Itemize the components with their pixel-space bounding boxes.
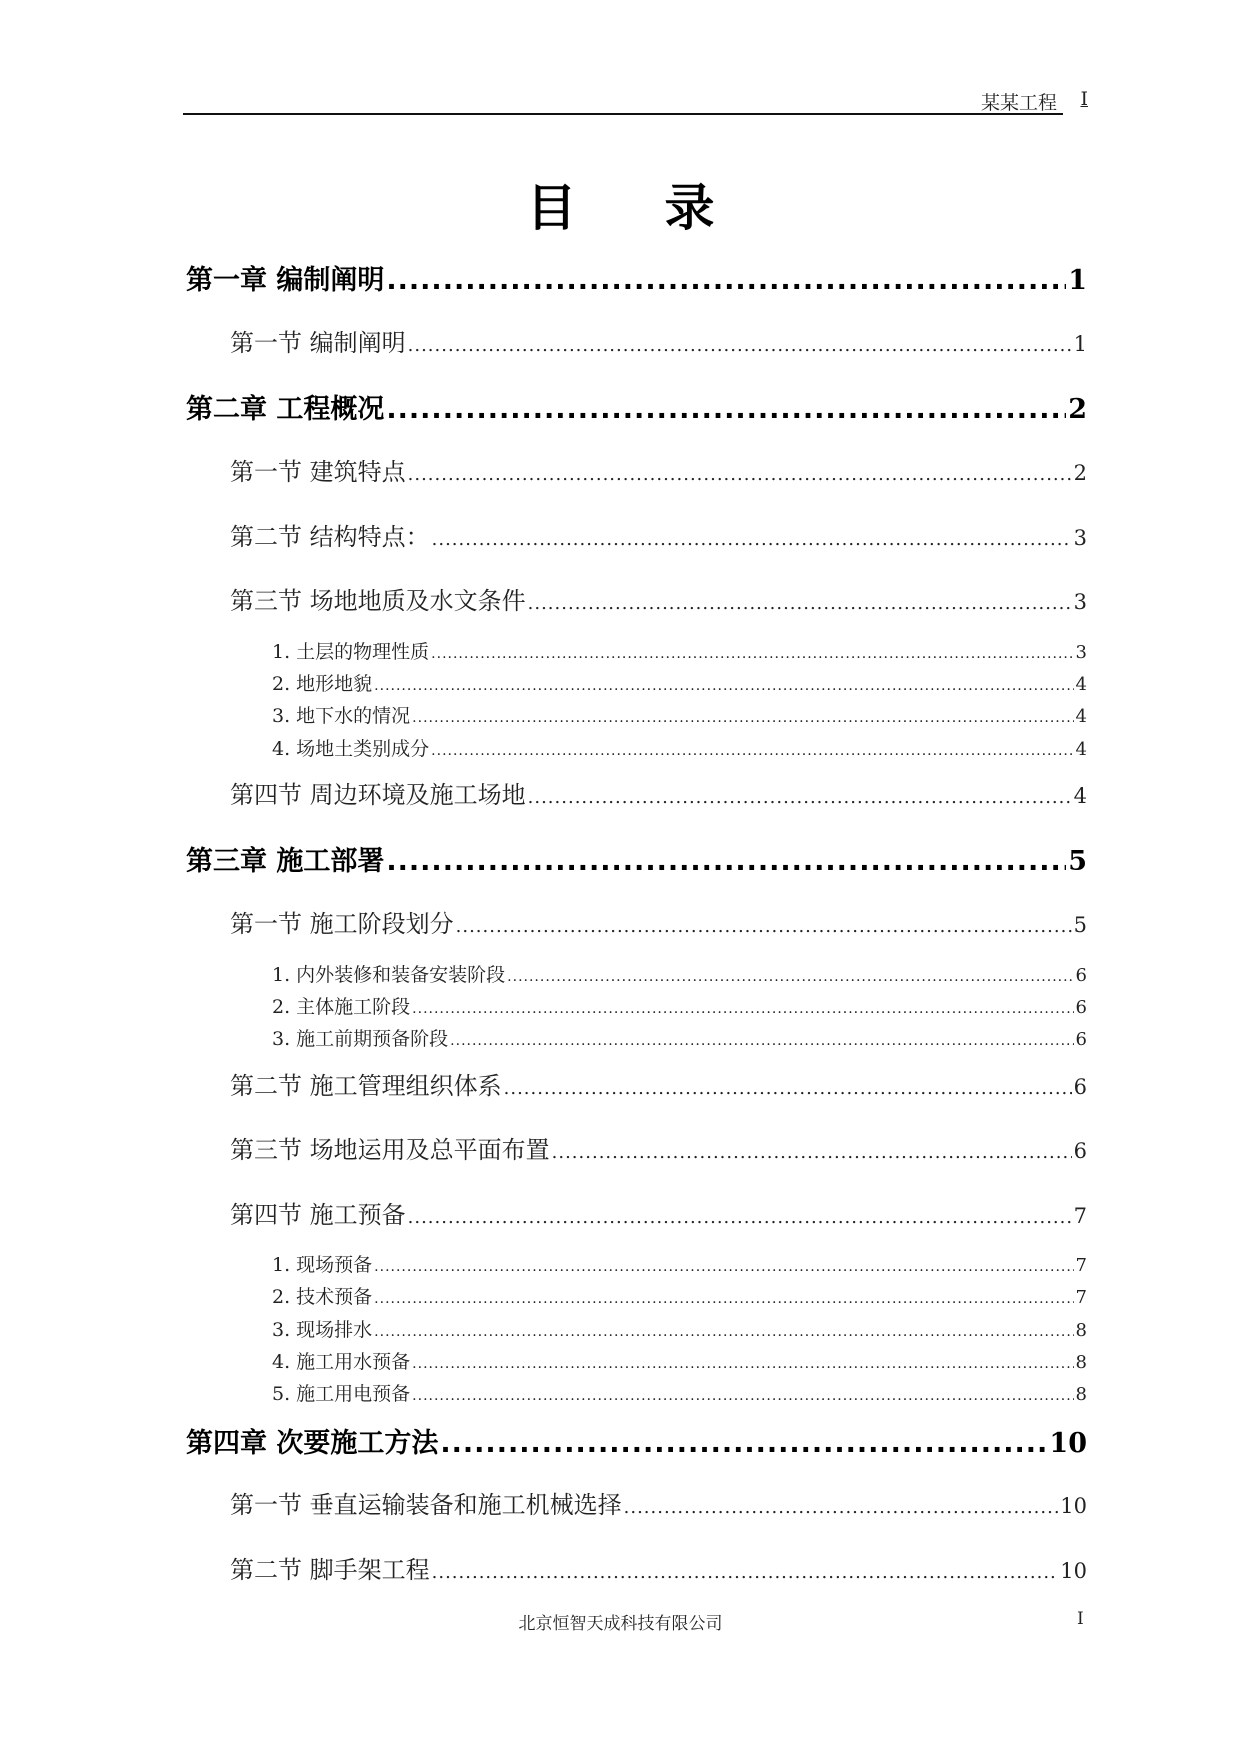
toc-section[interactable] [230, 517, 1087, 552]
toc-page-number: 2 [1068, 394, 1087, 425]
toc-page-number: 6 [1075, 997, 1087, 1018]
dot-leader [408, 1207, 1072, 1228]
toc-label: 1. 内外装修和装备安装阶段 [272, 964, 506, 986]
toc-page-number: 5 [1073, 913, 1087, 937]
toc-item[interactable] [272, 701, 1087, 728]
toc-label: 第四节 施工预备 [230, 1201, 406, 1229]
toc-item[interactable] [272, 1347, 1087, 1374]
toc-label: 1. 土层的物理性质 [272, 641, 430, 663]
toc-label: 第三节 场地运用及总平面布置 [230, 1136, 550, 1164]
dot-leader [386, 846, 1066, 877]
toc-page-number: 2 [1073, 461, 1087, 485]
dot-leader [528, 593, 1072, 614]
toc-page-number: 4 [1075, 706, 1087, 727]
toc-label: 第一节 建筑特点 [230, 458, 406, 486]
dot-leader [432, 529, 1072, 550]
toc-item[interactable] [272, 1379, 1087, 1406]
toc-item[interactable] [272, 1250, 1087, 1277]
toc-item[interactable] [272, 1282, 1087, 1309]
toc-page-number: 3 [1073, 526, 1087, 550]
dot-leader [440, 1428, 1047, 1459]
toc-label: 4. 施工用水预备 [272, 1351, 411, 1373]
dot-leader [507, 969, 1073, 985]
dot-leader [386, 265, 1066, 296]
toc-item[interactable] [272, 992, 1087, 1019]
toc-section[interactable] [230, 1066, 1087, 1101]
toc-chapter[interactable] [186, 839, 1087, 878]
toc-page-number: 10 [1060, 1494, 1087, 1518]
toc-page-number: 4 [1075, 674, 1087, 695]
dot-leader [374, 1259, 1073, 1275]
toc-section[interactable] [230, 775, 1087, 810]
toc-page-number: 1 [1068, 265, 1087, 296]
toc-page-number: 7 [1075, 1255, 1087, 1276]
header-title: 某某工程 [980, 92, 1057, 114]
dot-leader [432, 1562, 1059, 1583]
toc-section[interactable] [230, 323, 1087, 358]
toc-section[interactable] [230, 1130, 1087, 1165]
dot-leader [386, 394, 1066, 425]
toc-label: 2. 技术预备 [272, 1286, 373, 1308]
toc-page-number: 1 [1073, 332, 1087, 356]
page-title: 目录 [526, 179, 803, 237]
toc-page-number: 7 [1075, 1287, 1087, 1308]
toc-label: 3. 现场排水 [272, 1319, 373, 1341]
toc-label: 第一章 编制阐明 [186, 265, 385, 296]
toc-item[interactable] [272, 960, 1087, 987]
toc-page-number: 10 [1060, 1559, 1087, 1583]
toc-label: 第二节 施工管理组织体系 [230, 1072, 502, 1100]
toc-page-number: 6 [1073, 1139, 1087, 1163]
dot-leader [528, 787, 1072, 808]
toc-page-number: 8 [1075, 1352, 1087, 1373]
toc-label: 第四节 周边环境及施工场地 [230, 781, 526, 809]
toc-page-number: 7 [1073, 1204, 1087, 1228]
toc-section[interactable] [230, 1195, 1087, 1230]
toc-section[interactable] [230, 581, 1087, 616]
toc-label: 第二章 工程概况 [186, 394, 385, 425]
toc-section[interactable] [230, 1485, 1087, 1520]
page-header [183, 86, 1088, 116]
dot-leader [374, 1291, 1073, 1307]
dot-leader [374, 678, 1073, 694]
dot-leader [431, 743, 1073, 759]
footer-page-number: I [1077, 1609, 1084, 1629]
toc-label: 第二节 脚手架工程 [230, 1556, 430, 1584]
toc-chapter[interactable] [186, 387, 1087, 426]
toc-item[interactable] [272, 1315, 1087, 1342]
toc-section[interactable] [230, 904, 1087, 939]
dot-leader [450, 1033, 1073, 1049]
toc-page-number: 6 [1075, 1029, 1087, 1050]
toc-label: 1. 现场预备 [272, 1254, 373, 1276]
toc-label: 4. 场地土类别成分 [272, 738, 430, 760]
toc-page-number: 8 [1075, 1384, 1087, 1405]
toc-label: 3. 施工前期预备阶段 [272, 1028, 449, 1050]
toc-label: 第三章 施工部署 [186, 846, 385, 877]
dot-leader [412, 1356, 1073, 1372]
toc-chapter[interactable] [186, 258, 1087, 297]
toc-page-number: 6 [1075, 965, 1087, 986]
toc-section[interactable] [230, 452, 1087, 487]
footer-company-name: 北京恒智天成科技有限公司 [518, 1614, 723, 1634]
dot-leader [408, 335, 1072, 356]
toc-section[interactable] [230, 1550, 1087, 1585]
dot-leader [624, 1497, 1059, 1518]
toc-page-number: 5 [1068, 846, 1087, 877]
toc-page-number: 6 [1073, 1075, 1087, 1099]
header-divider [183, 113, 1063, 115]
toc-page-number: 3 [1073, 590, 1087, 614]
toc-chapter[interactable] [186, 1421, 1087, 1460]
toc-label: 第三节 场地地质及水文条件 [230, 587, 526, 615]
toc-label: 3. 地下水的情况 [272, 705, 411, 727]
toc-page-number: 10 [1049, 1428, 1087, 1459]
dot-leader [408, 464, 1072, 485]
header-page-number: I [1080, 88, 1088, 110]
dot-leader [552, 1142, 1072, 1163]
dot-leader [504, 1078, 1072, 1099]
toc-item[interactable] [272, 637, 1087, 664]
toc-label: 5. 施工用电预备 [272, 1383, 411, 1405]
toc-label: 第一节 施工阶段划分 [230, 910, 454, 938]
toc-page-number: 4 [1073, 784, 1087, 808]
dot-leader [431, 646, 1073, 662]
toc-label: 第一节 编制阐明 [230, 329, 406, 357]
dot-leader [412, 1388, 1073, 1404]
dot-leader [456, 916, 1072, 937]
toc-page-number: 4 [1075, 739, 1087, 760]
toc-item[interactable] [272, 734, 1087, 761]
toc-page-number: 3 [1075, 642, 1087, 663]
toc-label: 2. 地形地貌 [272, 673, 373, 695]
toc-label: 第一节 垂直运输装备和施工机械选择 [230, 1491, 622, 1519]
dot-leader [412, 1001, 1073, 1017]
toc-item[interactable] [272, 1024, 1087, 1051]
toc-label: 2. 主体施工阶段 [272, 996, 411, 1018]
dot-leader [374, 1324, 1073, 1340]
dot-leader [412, 710, 1073, 726]
toc-label: 第四章 次要施工方法 [186, 1428, 439, 1459]
toc-page-number: 8 [1075, 1320, 1087, 1341]
toc-item[interactable] [272, 669, 1087, 696]
toc-label: 第二节 结构特点： [230, 523, 430, 551]
